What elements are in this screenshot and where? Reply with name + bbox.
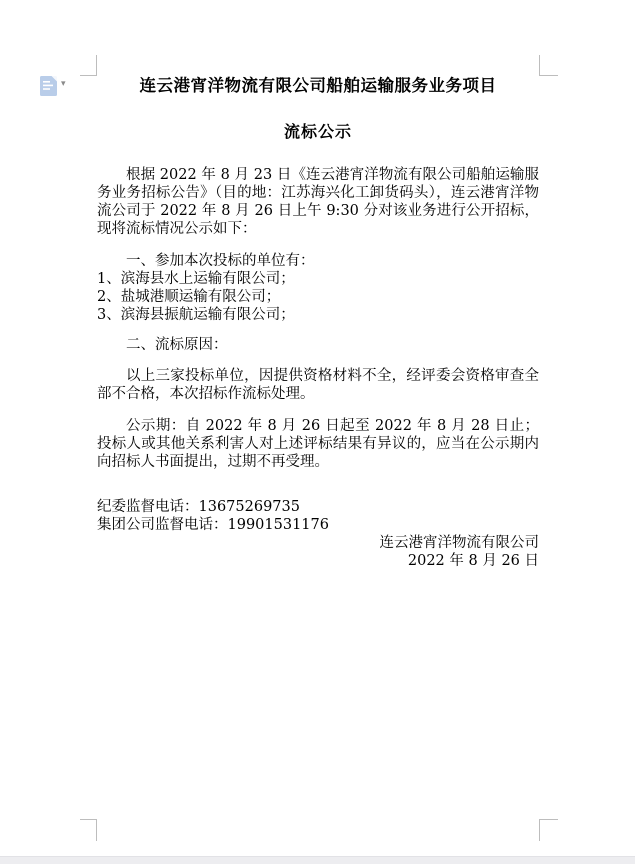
paste-options-icon: [40, 76, 57, 96]
signature-date: 2022 年 8 月 26 日: [407, 553, 539, 569]
crop-mark-bottom-left: [80, 819, 97, 841]
reason-paragraph: 以上三家投标单位，因提供资格材料不全，经评委会资格审查全部不合格，本次招标作流标处理。: [97, 368, 539, 402]
section2-heading: 二、流标原因：: [126, 337, 228, 353]
document-title: 连云港宵洋物流有限公司船舶运输服务业务项目: [139, 77, 497, 95]
supervision-contacts: [97, 498, 539, 534]
signature-block: [97, 534, 539, 570]
crop-mark-bottom-right: [539, 819, 558, 841]
crop-mark-top-right: [539, 55, 558, 76]
document-content: [97, 76, 539, 570]
bidder-list: [97, 270, 539, 324]
publicity-period-paragraph: 公示期：自 2022 年 8 月 26 日起至 2022 年 8 月 28 日止；投标人或其他关系利害人对上述评标结果有异议的，应当在公示期内向招标人书面提出，过期不再受理。: [97, 418, 539, 470]
discipline-phone-line: 纪委监督电话：13675269735: [97, 499, 300, 515]
bidder-item: 2、盐城港顺运输有限公司；: [97, 289, 281, 305]
status-bar-edge: [0, 856, 635, 864]
crop-mark-top-left: [80, 55, 97, 76]
intro-paragraph: 根据 2022 年 8 月 23 日《连云港宵洋物流有限公司船舶运输服务业务招标公告》（目的地：江苏海兴化工卸货码头），连云港宵洋物流公司于 2022 年 8 月 26 日上午 9:30 分对该业务进行公开招标，现将流标情况公示如下：: [97, 167, 539, 237]
bidder-item: 1、滨海县水上运输有限公司；: [97, 271, 295, 287]
paste-options-button[interactable]: [40, 76, 66, 96]
chevron-down-icon: ▾: [61, 78, 66, 89]
group-phone-line: 集团公司监督电话：19901531176: [97, 517, 329, 533]
document-subtitle: 流标公示: [283, 122, 352, 141]
signature-company: 连云港宵洋物流有限公司: [379, 535, 539, 551]
bidder-item: 3、滨海县振航运输有限公司；: [97, 307, 295, 323]
section1-heading: 一、参加本次投标的单位有：: [126, 253, 315, 269]
